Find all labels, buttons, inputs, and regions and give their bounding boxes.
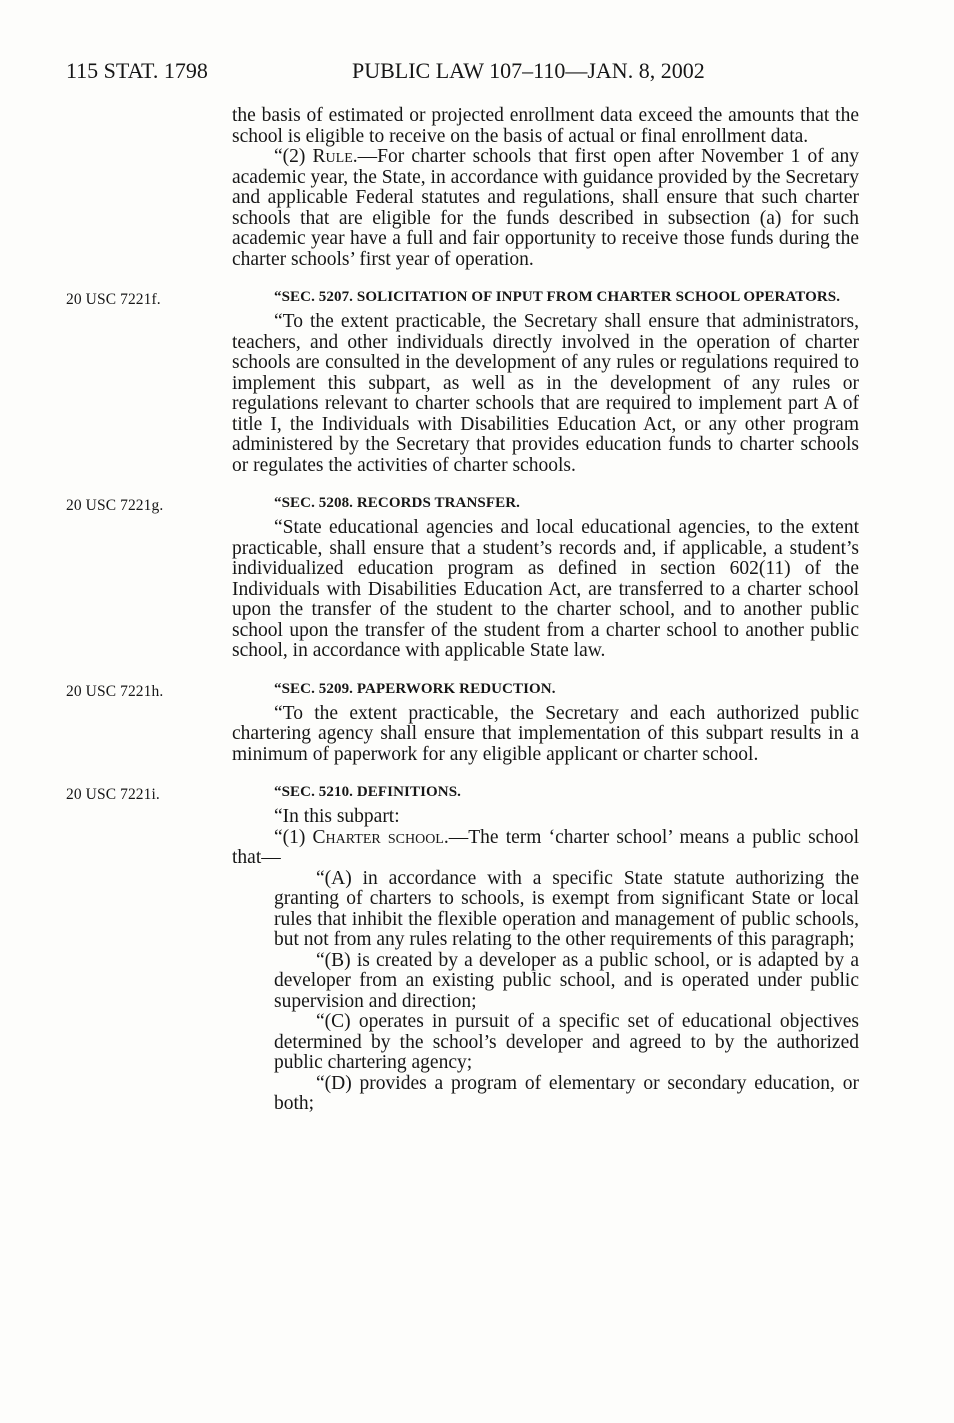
section-5208-title: “SEC. 5208. RECORDS TRANSFER. <box>274 495 520 511</box>
def1-lead: “(1) <box>274 826 313 848</box>
section-5209-heading <box>66 680 859 700</box>
margin-citation-5210: 20 USC 7221i. <box>66 786 160 803</box>
rule-lead: “(2) <box>274 146 313 167</box>
public-law-date: PUBLIC LAW 107–110—JAN. 8, 2002 <box>352 58 705 83</box>
rule-label: Rule. <box>312 146 358 167</box>
stat-page-number: 115 STAT. 1798 <box>66 58 208 83</box>
section-5210-intro: “In this subpart: <box>274 806 400 827</box>
margin-citation-5209: 20 USC 7221h. <box>66 682 164 700</box>
continuation-paragraph: the basis of estimated or projected enrollment data exceed the amounts that the school is eligible to receive on the basis of actual or final enrollment data. <box>232 105 859 147</box>
def1-label: Charter school. <box>312 826 449 848</box>
margin-citation-5208: 20 USC 7221g. <box>66 497 164 514</box>
main-text <box>66 105 859 1115</box>
definition-item-c: “(C) operates in pursuit of a specific set of educational objectives determined by the school’s developer and agreed to by the authorized public chartering agency; <box>274 1011 859 1073</box>
definition-subitems <box>232 869 859 1115</box>
section-5210-heading <box>66 784 859 803</box>
section-5208-body: “State educational agencies and local educational agencies, to the extent practicable, shall ensure that a student’s records and, if applicable, a student’s individualized education program as defined in section 602(11) of the Individuals with Disabilities Education Act, are transferred to a charter school upon the transfer of the student to the charter school, and to another public school upon the transfer of the student from a charter school to another public school, in accordance with applicable State law. <box>232 517 859 661</box>
section-5207-heading <box>66 289 859 308</box>
running-header <box>66 58 864 88</box>
definition-charter-school <box>232 828 859 869</box>
section-5210-title: “SEC. 5210. DEFINITIONS. <box>274 784 462 800</box>
def1-text: —The term ‘charter school’ means a public school that— <box>232 826 859 868</box>
rule-paragraph <box>232 147 859 270</box>
margin-citation-5207: 20 USC 7221f. <box>66 291 161 308</box>
definition-item-d: “(D) provides a program of elementary or secondary education, or both; <box>274 1072 859 1114</box>
definition-item-a: “(A) in accordance with a specific State statute authorizing the granting of charters to schools, is exempt from significant State or local rules that inhibit the flexible operation and management of public schools, but not from any rules relating to the other requirements of this paragraph; <box>274 867 859 950</box>
section-5207-title: “SEC. 5207. SOLICITATION OF INPUT FROM CHARTER SCHOOL OPERATORS. <box>274 289 841 305</box>
definition-item-b: “(B) is created by a developer as a public school, or is adapted by a developer from an existing public school, and is operated under public supervision and direction; <box>274 949 859 1012</box>
rule-text: —For charter schools that first open after November 1 of any academic year, the State, in accordance with guidance provided by the Secretary and applicable Federal statutes and regulations, shall ensure that such charter schools that are eligible for the funds described in subsection (a) for such academic year have a full and fair opportunity to receive those funds during the charter schools’ first year of operation. <box>232 146 859 270</box>
section-5209-title: “SEC. 5209. PAPERWORK REDUCTION. <box>274 680 556 697</box>
section-5208-heading <box>66 495 859 514</box>
section-5207-body: “To the extent practicable, the Secretary shall ensure that administrators, teachers, and other individuals directly involved in the operation of charter schools are consulted in the development of any rules or regulations required to implement this subpart, as well as in the development of any rules or regulations relevant to charter schools that are required to implement part A of title I, the Individuals with Disabilities Education Act, or any other program administered by the Secretary that provides education funds to charter schools or regulates the activities of charter schools. <box>232 311 859 476</box>
section-5209-body: “To the extent practicable, the Secretary and each authorized public chartering agency shall ensure that implementation of this subpart results in a minimum of paperwork for any eligible applicant or charter school. <box>232 702 859 765</box>
